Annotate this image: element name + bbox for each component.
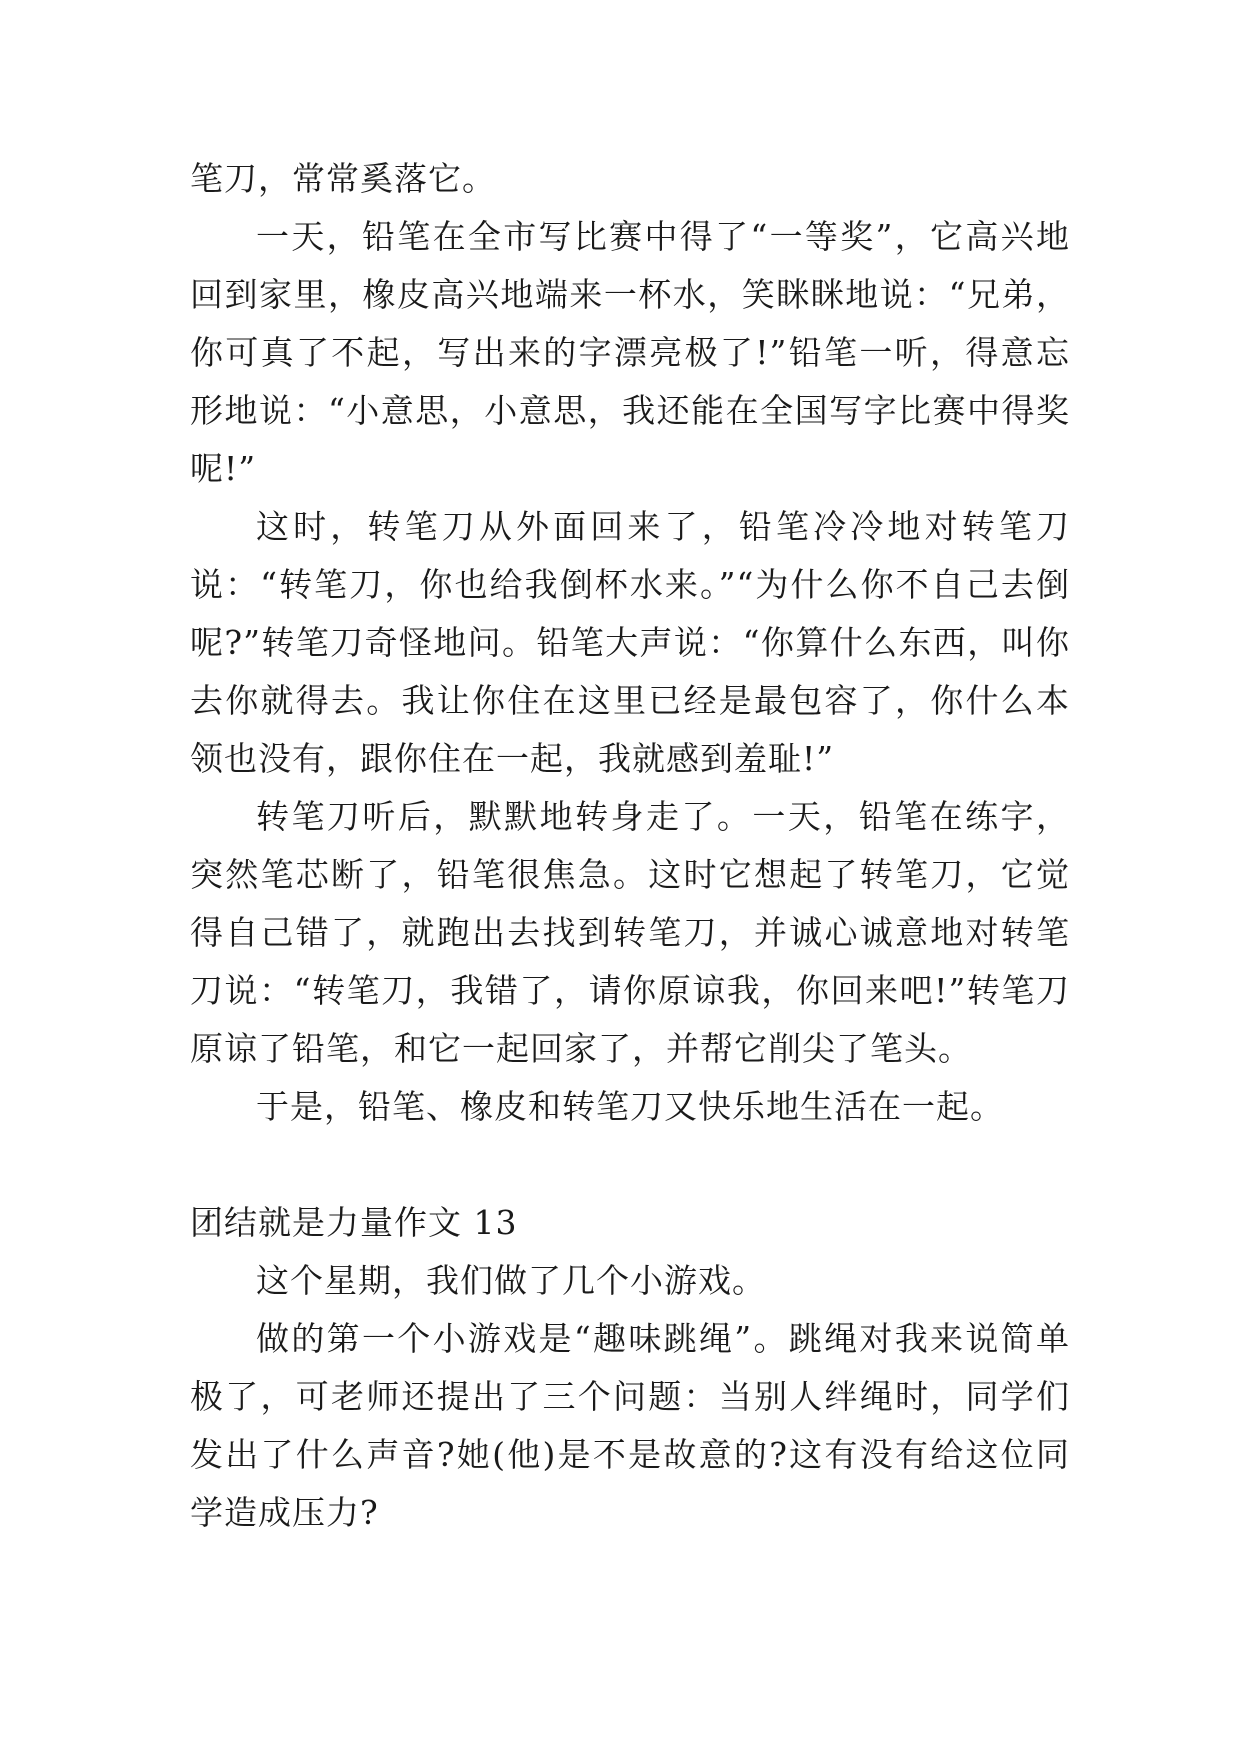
- paragraph: 这个星期，我们做了几个小游戏。: [256, 1261, 766, 1300]
- paragraph: 于是，铅笔、橡皮和转笔刀又快乐地生活在一起。: [256, 1087, 1004, 1126]
- paragraph: 这时，转笔刀从外面回来了，铅笔冷冷地对转笔刀说：“转笔刀，你也给我倒杯水来。”“为什么你不自己去倒呢?”转笔刀奇怪地问。铅笔大声说：“你算什么东西，叫你去你就得去。我让你住在这里已经是最包容了，你什么本领也没有，跟你住在一起，我就感到羞耻!”: [190, 507, 1070, 778]
- document-body: [190, 150, 1070, 1542]
- paragraph: 一天，铅笔在全市写比赛中得了“一等奖”，它高兴地回到家里，橡皮高兴地端来一杯水，笑眯眯地说：“兄弟，你可真了不起，写出来的字漂亮极了!”铅笔一听，得意忘形地说：“小意思，小意思，我还能在全国写字比赛中得奖呢!”: [190, 217, 1070, 488]
- paragraph: 笔刀，常常奚落它。: [190, 159, 496, 198]
- paragraph: 转笔刀听后，默默地转身走了。一天，铅笔在练字，突然笔芯断了，铅笔很焦急。这时它想起了转笔刀，它觉得自己错了，就跑出去找到转笔刀，并诚心诚意地对转笔刀说：“转笔刀，我错了，请你原谅我，你回来吧!”转笔刀原谅了铅笔，和它一起回家了，并帮它削尖了笔头。: [190, 797, 1070, 1068]
- section-heading: 团结就是力量作文 13: [190, 1203, 518, 1242]
- paragraph: 做的第一个小游戏是“趣味跳绳”。跳绳对我来说简单极了，可老师还提出了三个问题：当别人绊绳时，同学们发出了什么声音?她(他)是不是故意的?这有没有给这位同学造成压力?: [190, 1319, 1070, 1532]
